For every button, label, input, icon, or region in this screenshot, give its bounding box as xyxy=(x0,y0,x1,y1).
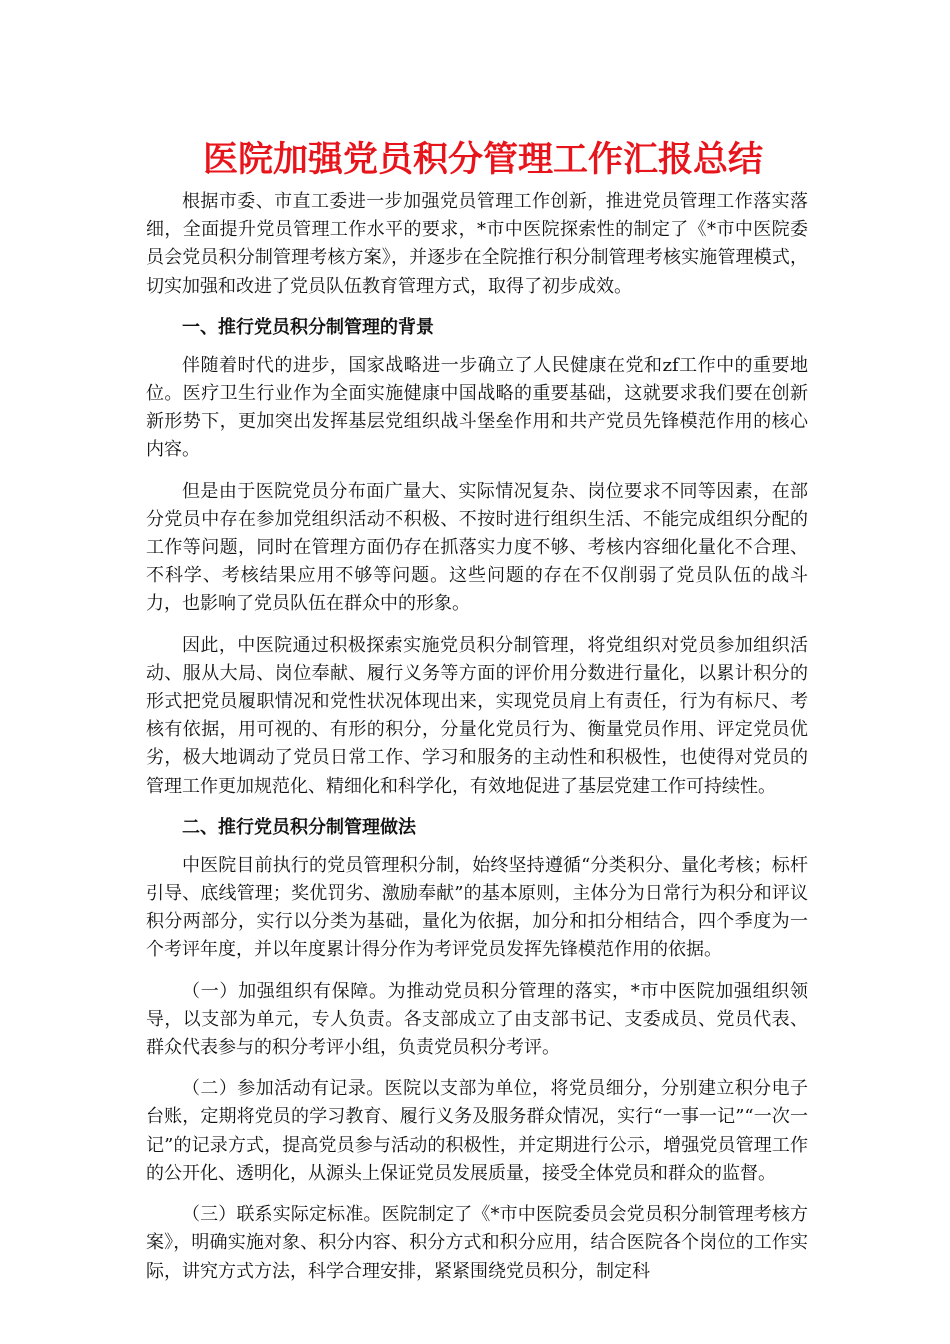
background-paragraph-3: 因此，中医院通过积极探索实施党员积分制管理，将党组织对党员参加组织活动、服从大局、岗位奉献、履行义务等方面的评价用分数进行量化，以累计积分的形式把党员履职情况和党性状况体现出来，实现党员肩上有责任，行为有标尺、考核有依据，用可视的、有形的积分，分量化党员行为、衡量党员作用、评定党员优劣，极大地调动了党员日常工作、学习和服务的主动性和积极性，也使得对党员的管理工作更加规范化、精细化和科学化，有效地促进了基层党建工作可持续性。 xyxy=(146,634,808,797)
practice-paragraph-1: 中医院目前执行的党员管理积分制，始终坚持遵循“分类积分、量化考核；标杆引导、底线管理；奖优罚劣、激励奉献”的基本原则，主体分为日常行为积分和评议积分两部分，实行以分类为基础，量化为依据，加分和扣分相结合，四个季度为一个考评年度，并以年度累计得分作为考评党员发挥先锋模范作用的依据。 xyxy=(146,854,808,961)
document-page xyxy=(146,132,808,1299)
section-heading-background: 一、推行党员积分制管理的背景 xyxy=(182,316,434,338)
intro-paragraph: 根据市委、市直工委进一步加强党员管理工作创新，推进党员管理工作落实落细，全面提升党员管理工作水平的要求，*市中医院探索性的制定了《*市中医院委员会党员积分制管理考核方案》，并逐步在全院推行积分制管理考核实施管理模式，切实加强和改进了党员队伍教育管理方式，取得了初步成效。 xyxy=(146,191,808,297)
practice-paragraph-3: （二）参加活动有记录。医院以支部为单位，将党员细分，分别建立积分电子台账，定期将党员的学习教育、履行义务及服务群众情况，实行“一事一记”“一次一记”的记录方式，提高党员参与活动的积极性，并定期进行公示，增强党员管理工作的公开化、透明化，从源头上保证党员发展质量，接受全体党员和群众的监督。 xyxy=(146,1078,808,1184)
practice-paragraph-4: （三）联系实际定标准。医院制定了《*市中医院委员会党员积分制管理考核方案》，明确实施对象、积分内容、积分方式和积分应用，结合医院各个岗位的工作实际，讲究方式方法，科学合理安排，紧紧围绕党员积分，制定科 xyxy=(146,1204,808,1282)
practice-paragraph-2: （一）加强组织有保障。为推动党员积分管理的落实，*市中医院加强组织领导，以支部为单元，专人负责。各支部成立了由支部书记、支委成员、党员代表、群众代表参与的积分考评小组，负责党员积分考评。 xyxy=(146,980,808,1059)
background-paragraph-1: 伴随着时代的进步，国家战略进一步确立了人民健康在党和zf工作中的重要地位。医疗卫生行业作为全面实施健康中国战略的重要基础，这就要求我们要在创新新形势下，更加突出发挥基层党组织战斗堡垒作用和共产党员先锋模范作用的核心内容。 xyxy=(146,354,808,461)
document-title: 医院加强党员积分管理工作汇报总结 xyxy=(202,139,763,180)
background-paragraph-2: 但是由于医院党员分布面广量大、实际情况复杂、岗位要求不同等因素，在部分党员中存在参加党组织活动不积极、不按时进行组织生活、不能完成组织分配的工作等问题，同时在管理方面仍存在抓落实力度不够、考核内容细化量化不合理、不科学、考核结果应用不够等问题。这些问题的存在不仅削弱了党员队伍的战斗力，也影响了党员队伍在群众中的形象。 xyxy=(146,480,808,615)
section-heading-practice: 二、推行党员积分制管理做法 xyxy=(182,816,416,838)
